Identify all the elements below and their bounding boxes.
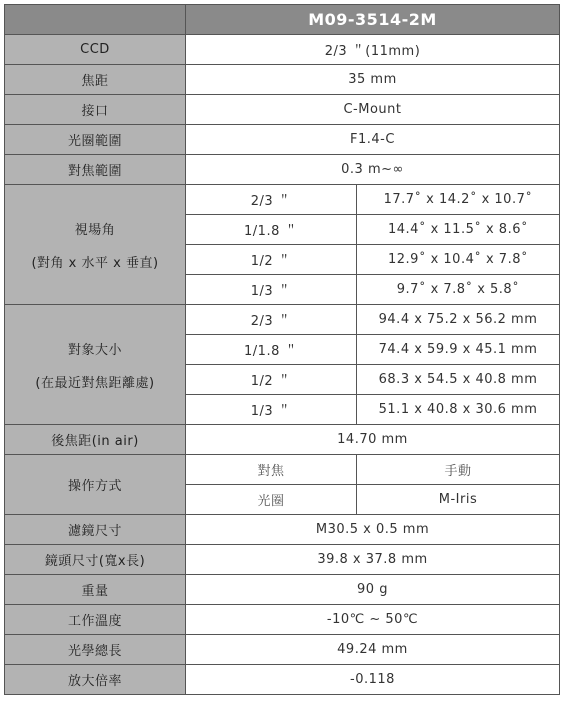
row-temperature <box>5 605 560 635</box>
row-optical-length <box>5 635 560 665</box>
row-view-1 <box>5 185 560 215</box>
filter-label: 濾鏡尺寸 <box>5 515 186 545</box>
view-size-4: 1/3 ＂ <box>186 275 357 305</box>
row-magnification <box>5 665 560 695</box>
dimension-label: 鏡頭尺寸(寬x長) <box>5 545 186 575</box>
operation-value-1: 手動 <box>357 455 560 485</box>
optical-length-label: 光學總長 <box>5 635 186 665</box>
view-label-line1: 視場角 <box>74 222 116 238</box>
view-value-3: 12.9˚ x 10.4˚ x 7.8˚ <box>357 245 560 275</box>
title-row <box>5 5 560 35</box>
view-size-1: 2/3 ＂ <box>186 185 357 215</box>
filter-value: M30.5 x 0.5 mm <box>186 515 560 545</box>
row-operation-1 <box>5 455 560 485</box>
object-value-3: 68.3 x 54.5 x 40.8 mm <box>357 365 560 395</box>
mount-label: 接口 <box>5 95 186 125</box>
object-size-2: 1/1.8 ＂ <box>186 335 357 365</box>
view-value-1: 17.7˚ x 14.2˚ x 10.7˚ <box>357 185 560 215</box>
weight-label: 重量 <box>5 575 186 605</box>
row-weight <box>5 575 560 605</box>
object-size-1: 2/3 ＂ <box>186 305 357 335</box>
view-value-4: 9.7˚ x 7.8˚ x 5.8˚ <box>357 275 560 305</box>
view-size-3: 1/2 ＂ <box>186 245 357 275</box>
object-value-1: 94.4 x 75.2 x 56.2 mm <box>357 305 560 335</box>
row-filter <box>5 515 560 545</box>
dimension-value: 39.8 x 37.8 mm <box>186 545 560 575</box>
operation-label: 操作方式 <box>5 455 186 515</box>
aperture-value: F1.4-C <box>186 125 560 155</box>
model-title: M09-3514-2M <box>186 5 560 35</box>
focus-label: 對焦範圍 <box>5 155 186 185</box>
object-value-2: 74.4 x 59.9 x 45.1 mm <box>357 335 560 365</box>
magnification-label: 放大倍率 <box>5 665 186 695</box>
magnification-value: -0.118 <box>186 665 560 695</box>
object-size-4: 1/3 ＂ <box>186 395 357 425</box>
view-label-line2: (對角 x 水平 x 垂直) <box>31 255 159 271</box>
spec-table <box>4 4 560 695</box>
ccd-label: CCD <box>5 35 186 65</box>
view-label <box>5 185 186 305</box>
object-value-4: 51.1 x 40.8 x 30.6 mm <box>357 395 560 425</box>
row-dimension <box>5 545 560 575</box>
temperature-value: -10℃ ~ 50℃ <box>186 605 560 635</box>
ccd-value: 2/3 ＂(11mm) <box>186 35 560 65</box>
temperature-label: 工作溫度 <box>5 605 186 635</box>
weight-value: 90 g <box>186 575 560 605</box>
operation-value-2: M-Iris <box>357 485 560 515</box>
row-back-focal <box>5 425 560 455</box>
object-size-3: 1/2 ＂ <box>186 365 357 395</box>
header-blank-cell <box>5 5 186 35</box>
row-focal <box>5 65 560 95</box>
back-focal-label: 後焦距(in air) <box>5 425 186 455</box>
view-value-2: 14.4˚ x 11.5˚ x 8.6˚ <box>357 215 560 245</box>
row-focus <box>5 155 560 185</box>
focal-value: 35 mm <box>186 65 560 95</box>
row-aperture <box>5 125 560 155</box>
row-ccd <box>5 35 560 65</box>
row-mount <box>5 95 560 125</box>
row-object-1 <box>5 305 560 335</box>
optical-length-value: 49.24 mm <box>186 635 560 665</box>
back-focal-value: 14.70 mm <box>186 425 560 455</box>
object-label <box>5 305 186 425</box>
operation-name-1: 對焦 <box>186 455 357 485</box>
operation-name-2: 光圈 <box>186 485 357 515</box>
view-size-2: 1/1.8 ＂ <box>186 215 357 245</box>
object-label-line2: (在最近對焦距離處) <box>35 375 155 391</box>
mount-value: C-Mount <box>186 95 560 125</box>
focal-label: 焦距 <box>5 65 186 95</box>
aperture-label: 光圈範圍 <box>5 125 186 155</box>
focus-value: 0.3 m~∞ <box>186 155 560 185</box>
object-label-line1: 對象大小 <box>67 342 122 358</box>
